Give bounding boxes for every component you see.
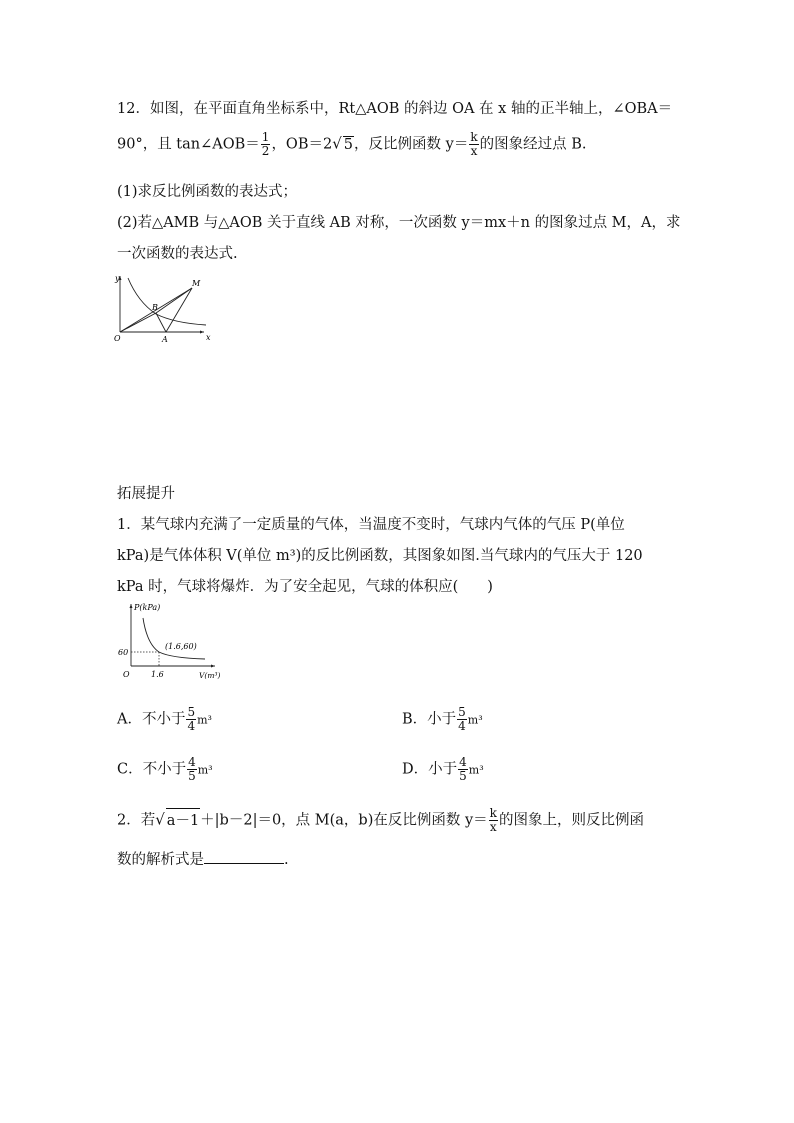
fig1-x-arrow-icon [200, 331, 204, 334]
fig1-label-x: x [206, 333, 211, 342]
q1-line2: kPa)是气体体积 V(单位 m³)的反比例函数，其图象如图.当气球内的气压大于 120 [117, 548, 643, 564]
answer-blank[interactable] [204, 851, 284, 864]
sqrt-icon: √ [332, 134, 342, 153]
q12-figure [112, 270, 212, 346]
option-b[interactable]: B．小于 $\frac{5}{4}$ m³ [402, 705, 483, 733]
q12-line2-d: 的图象经过点 B. [479, 136, 587, 153]
fig1-label-M: M [192, 279, 201, 288]
fig1-segment-OB [120, 313, 156, 332]
sqrt-icon: √ [155, 810, 165, 829]
q1-line3: kPa 时，气球将爆炸．为了安全起见，气球的体积应( ) [117, 579, 493, 595]
q12-part2-line1: (2)若△AMB 与△AOB 关于直线 AB 对称，一次函数 y＝mx＋n 的图象过点 M，A，求 [117, 215, 681, 231]
fig1-label-y: y [115, 274, 120, 283]
q12-line1: 12．如图，在平面直角坐标系中，Rt△AOB 的斜边 OA 在 x 轴的正半轴上，∠OBA＝ [117, 101, 673, 117]
q12-fraction-half: $\frac{1}{2}$ [261, 130, 270, 158]
q2-line1: 2．若√ a－1＋|b－2|＝0，点 M(a，b)在反比例函数 y＝ $\frac{k}{x}$ 的图象上，则反比例函 [117, 806, 644, 834]
q12-fraction-kx: $\frac{k}{x}$ [470, 130, 478, 158]
fig1-label-A: A [162, 335, 168, 344]
fig1-segment-AM [166, 288, 192, 332]
q12-part1: (1)求反比例函数的表达式； [117, 184, 298, 200]
fig2-x-arrow-icon [211, 665, 215, 668]
fig2-point-label: (1.6,60) [165, 642, 197, 651]
fig2-tick-60: 60 [118, 648, 129, 657]
option-d[interactable]: D．小于 $\frac{4}{5}$ m³ [402, 755, 484, 783]
q1-line1: 1．某气球内充满了一定质量的气体，当温度不变时，气球内气体的气压 P(单位 [117, 517, 625, 533]
q2-sqrt: a－1 [166, 808, 200, 830]
q12-part2-line2: 一次函数的表达式. [117, 246, 238, 262]
q12-line2 [117, 131, 586, 158]
option-c[interactable]: C．不小于 $\frac{4}{5}$ m³ [117, 755, 213, 783]
q12-sqrt-value: 5 [343, 136, 354, 153]
fig2-xlabel: V(m³) [199, 671, 221, 680]
q1-figure [113, 602, 223, 684]
fig1-label-O: O [114, 334, 121, 343]
fig2-origin: O [123, 670, 130, 679]
q12-line2-b: ，OB＝2 [271, 136, 333, 153]
fig2-y-arrow-icon [130, 604, 133, 608]
section-title: 拓展提升 [117, 486, 175, 502]
fig1-label-B: B [152, 303, 158, 312]
q2-fraction-kx: $\frac{k}{x}$ [489, 806, 497, 834]
fig2-curve [143, 618, 205, 659]
fig2-tick-16: 1.6 [151, 670, 164, 679]
q12-line2-c: ，反比例函数 y＝ [354, 136, 469, 153]
option-a[interactable]: A．不小于 $\frac{5}{4}$ m³ [117, 705, 212, 733]
q12-line2-a: 90°，且 tan∠AOB＝ [117, 136, 260, 153]
fig2-ylabel: P(kPa) [134, 603, 161, 612]
q2-line2: 数的解析式是 . [117, 852, 289, 868]
fig1-segment-BM [156, 288, 192, 313]
